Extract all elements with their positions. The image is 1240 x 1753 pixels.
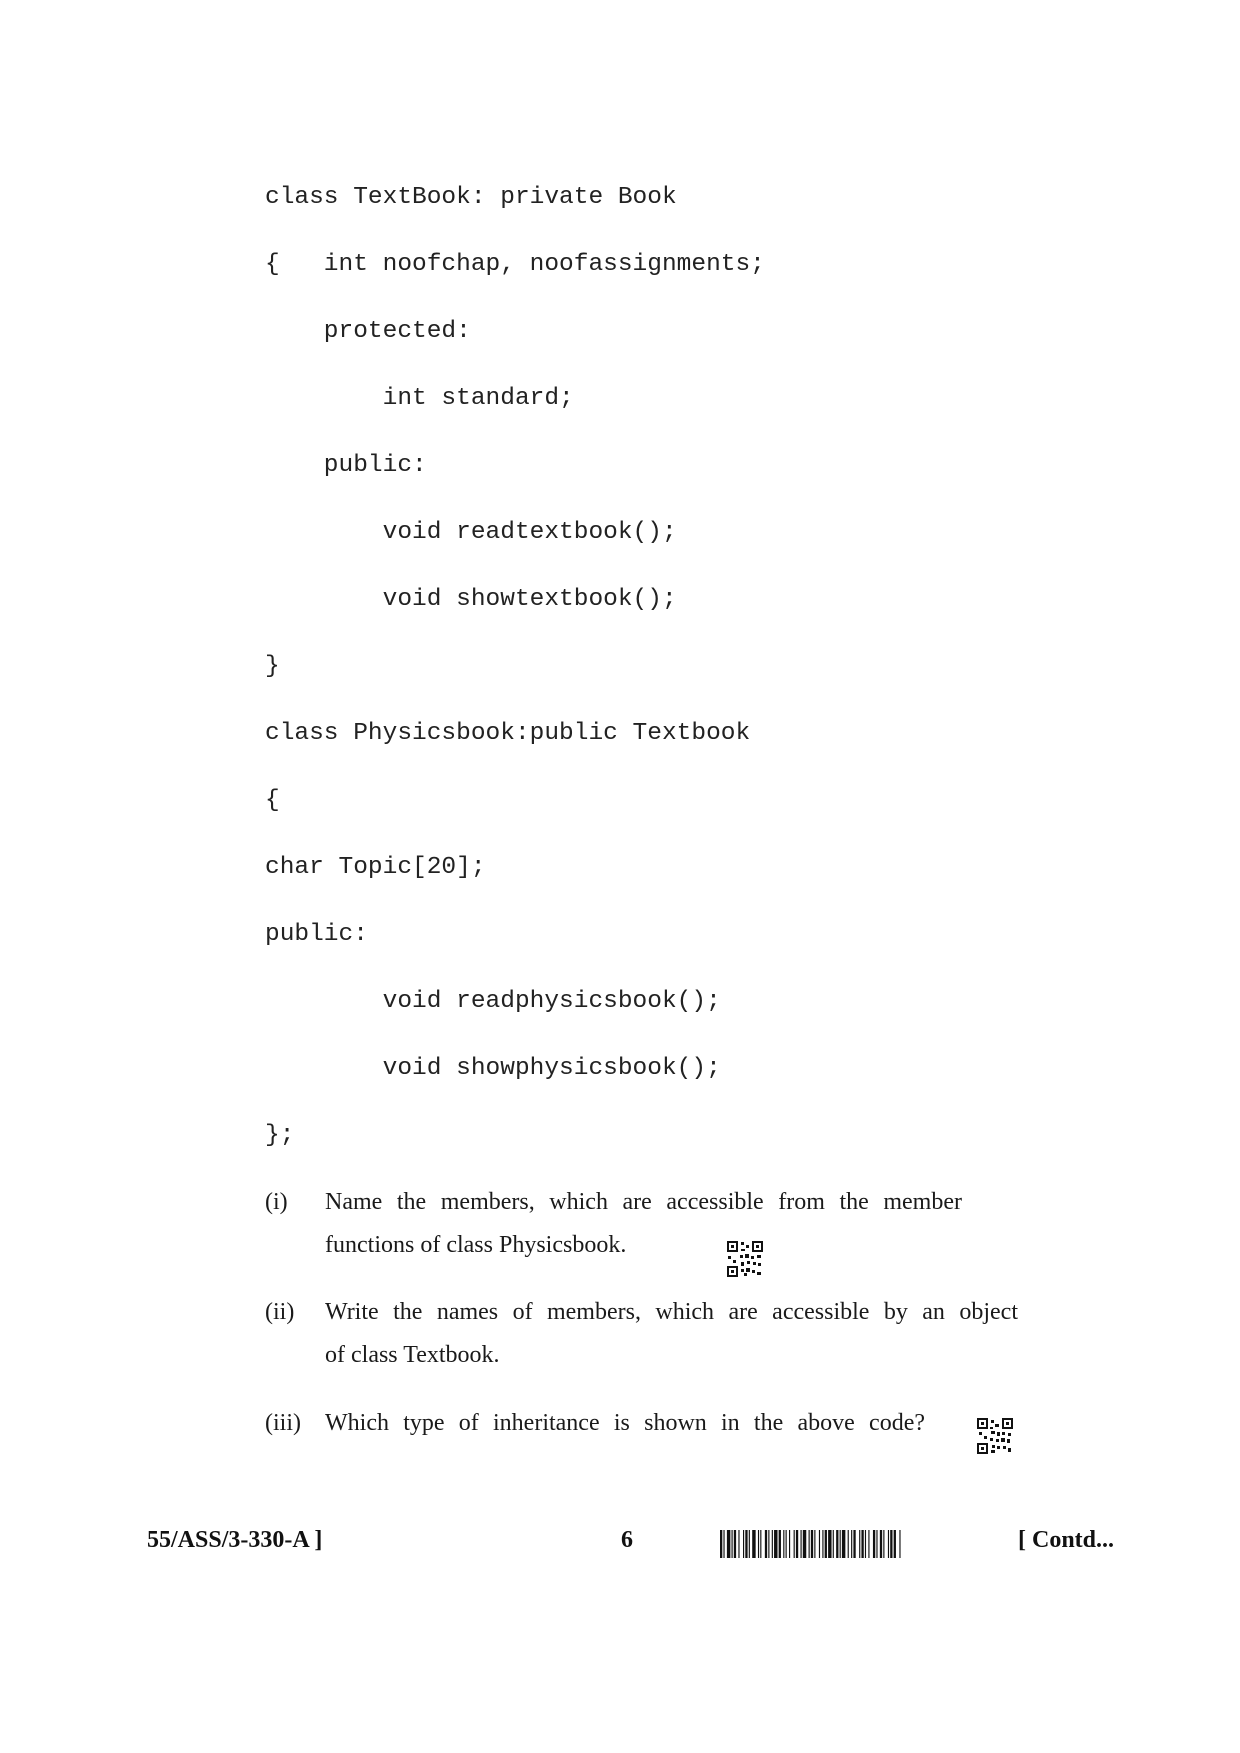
code-line-10: { — [265, 787, 280, 814]
code-line-5: public: — [265, 452, 427, 479]
question-ii — [0, 1297, 1240, 1377]
question-i-text-line1: Name the members, which are accessible from the member — [325, 1189, 962, 1215]
question-iii-label: (iii) — [265, 1410, 301, 1436]
footer-page-number: 6 — [621, 1527, 633, 1553]
question-iii-text-line1: Which type of inheritance is shown in the above code? — [325, 1410, 925, 1436]
code-line-14: void showphysicsbook(); — [265, 1055, 721, 1082]
code-line-7: void showtextbook(); — [265, 586, 677, 613]
question-i-text-line2: functions of class Physicsbook. — [325, 1232, 627, 1258]
question-ii-text-line1: Write the names of members, which are accessible by an object — [325, 1299, 1018, 1325]
question-i-label: (i) — [265, 1189, 288, 1215]
question-ii-text-line2: of class Textbook. — [325, 1342, 500, 1368]
question-i — [0, 1187, 1240, 1267]
code-line-6: void readtextbook(); — [265, 519, 677, 546]
code-line-8: } — [265, 653, 280, 680]
footer-contd: [ Contd... — [1018, 1527, 1115, 1553]
footer-paper-code: 55/ASS/3-330-A ] — [147, 1527, 323, 1553]
question-iii — [0, 1408, 1240, 1448]
code-line-1: class TextBook: private Book — [265, 184, 677, 211]
qr-code-icon — [977, 1418, 1013, 1454]
barcode-icon — [720, 1530, 992, 1558]
code-line-13: void readphysicsbook(); — [265, 988, 721, 1015]
code-line-2: { int noofchap, noofassignments; — [265, 251, 765, 278]
code-line-11: char Topic[20]; — [265, 854, 486, 881]
code-line-9: class Physicsbook:public Textbook — [265, 720, 751, 747]
qr-code-icon — [727, 1241, 763, 1277]
code-line-4: int standard; — [265, 385, 574, 412]
code-line-3: protected: — [265, 318, 471, 345]
code-line-12: public: — [265, 921, 368, 948]
question-ii-label: (ii) — [265, 1299, 295, 1325]
code-line-15: }; — [265, 1122, 295, 1149]
